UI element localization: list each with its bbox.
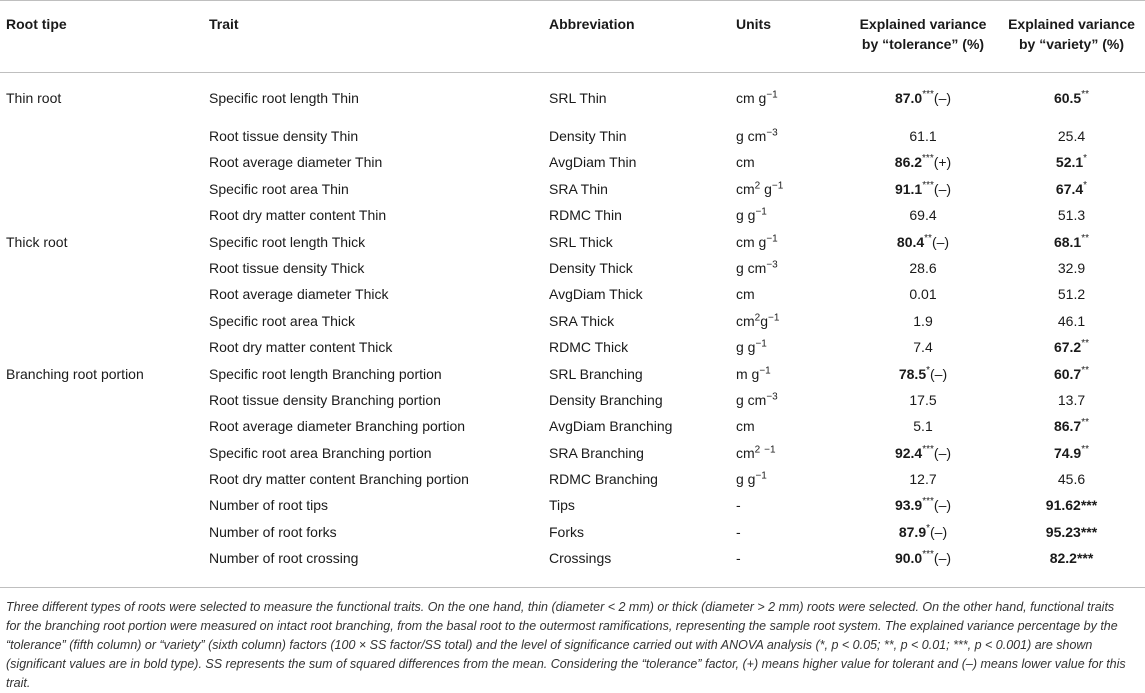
root-type-cell	[0, 123, 203, 149]
units-cell: $cm^2$ $^{-1}$	[736, 444, 776, 461]
units-cell: cm	[736, 154, 755, 171]
tolerance-cell: 93.9***(–)	[894, 496, 952, 514]
tolerance-cell: 7.4	[913, 339, 933, 356]
header-units: Units	[730, 1, 848, 73]
trait-cell: Root tissue density Thick	[209, 259, 365, 276]
variety-cell: 95.23***	[1045, 523, 1098, 540]
units-cell: -	[736, 523, 741, 540]
variety-cell: 32.9	[1057, 259, 1086, 276]
trait-cell: Number of root forks	[209, 523, 337, 540]
header-tolerance: Explained variance by “tolerance” (%)	[848, 1, 998, 73]
table-row	[0, 334, 1145, 360]
table-row	[0, 255, 1145, 281]
variety-cell: 91.62***	[1045, 497, 1098, 514]
abbreviation-cell: AvgDiam Thick	[549, 286, 643, 303]
abbreviation-cell: SRA Thin	[549, 180, 608, 197]
table-row	[0, 361, 1145, 387]
header-row	[0, 1, 1145, 73]
trait-cell: Number of root crossing	[203, 545, 543, 588]
units-cell: cm	[736, 286, 755, 303]
abbreviation-cell: SRL Branching	[549, 365, 643, 382]
tolerance-cell: 1.9	[913, 312, 933, 329]
abbreviation-cell: RDMC Thick	[549, 339, 629, 356]
variety-cell: 51.3	[1057, 207, 1086, 224]
root-type-cell	[0, 466, 203, 492]
abbreviation-cell: Density Thin	[549, 128, 627, 144]
tolerance-cell: 90.0***(–)	[848, 545, 998, 588]
variety-cell: 60.7**	[1053, 364, 1090, 382]
units-cell: g $cm^{-3}$	[736, 127, 778, 144]
abbreviation-cell: SRL Thick	[549, 233, 613, 250]
abbreviation-cell: Density Thick	[549, 259, 633, 276]
trait-cell: Specific root area Thin	[209, 180, 349, 197]
variety-cell: 68.1**	[1053, 232, 1090, 250]
table-row	[0, 176, 1145, 202]
trait-cell: Root tissue density Thin	[209, 128, 359, 144]
units-cell: -	[730, 545, 848, 588]
table-row	[0, 440, 1145, 466]
trait-cell: Root dry matter content Branching portion	[209, 471, 469, 488]
header-variety: Explained variance by “variety” (%)	[998, 1, 1145, 73]
tolerance-cell: 80.4**(–)	[896, 232, 950, 250]
trait-cell: Specific root length Branching portion	[209, 365, 442, 382]
variety-cell: 74.9**	[1053, 443, 1090, 461]
table-row	[0, 545, 1145, 588]
trait-cell: Root dry matter content Thin	[209, 207, 387, 224]
trait-cell: Number of root tips	[209, 497, 329, 514]
table-row	[0, 519, 1145, 545]
tolerance-cell: 61.1	[909, 128, 937, 144]
trait-cell: Root average diameter Thin	[209, 154, 383, 171]
tolerance-cell: 86.2***(+)	[894, 153, 952, 171]
abbreviation-cell: SRA Thick	[549, 312, 615, 329]
abbreviation-cell: Forks	[549, 523, 584, 540]
table-row	[0, 73, 1145, 124]
root-type-cell	[0, 413, 203, 439]
root-type-cell: Thick root	[6, 233, 68, 250]
abbreviation-cell: Crossings	[543, 545, 730, 588]
abbreviation-cell: Density Branching	[549, 391, 663, 408]
trait-cell: Specific root length Thick	[209, 233, 366, 250]
abbreviation-cell: RDMC Branching	[549, 471, 658, 488]
variety-cell: 52.1*	[1055, 153, 1088, 171]
root-type-cell	[0, 387, 203, 413]
trait-cell: Root average diameter Thick	[209, 286, 389, 303]
root-type-cell	[0, 149, 203, 175]
units-cell: cm	[736, 418, 755, 435]
tolerance-cell: 28.6	[909, 259, 937, 276]
units-cell: cm $g^{-1}$	[736, 89, 778, 106]
root-type-cell	[0, 519, 203, 545]
units-cell: g $cm^{-3}$	[736, 391, 778, 408]
units-cell: m $g^{-1}$	[736, 364, 771, 382]
units-cell: $cm^2$ $g^{-1}$	[736, 180, 784, 197]
table-footnote: Three different types of roots were selected to measure the functional traits. On the one hand, thin (diameter < 2 mm) or thick (diameter > 2 mm) roots were selected. On the other hand, functional traits for the branching root portion were measured on intact root branching, from the basal root to the outermost ramifications, representing the sample root system. The explained variance percentage by the “tolerance” (fifth column) or “variety” (sixth column) factors (100 × SS factor/SS total) and the level of significance carried out with ANOVA analysis (*, p < 0.05; **, p < 0.01; ***, p < 0.001) are shown (significant values are in bold type). SS represents the sum of squared differences from the mean. Considering the “tolerance” factor, (+) means higher value for tolerant and (–) means lower value for this trait.	[6, 600, 1126, 691]
tolerance-cell: 91.1***(–)	[894, 179, 952, 197]
variety-cell: 13.7	[1057, 391, 1086, 408]
table-row	[0, 413, 1145, 439]
abbreviation-cell: RDMC Thin	[549, 207, 622, 224]
abbreviation-cell: Tips	[549, 497, 575, 514]
abbreviation-cell: SRA Branching	[549, 444, 644, 461]
units-cell: g $g^{-1}$	[736, 206, 767, 224]
variety-cell: 67.4*	[1055, 179, 1088, 197]
root-type-cell	[0, 545, 203, 588]
tolerance-cell: 87.9*(–)	[898, 522, 948, 540]
table-row	[0, 149, 1145, 175]
root-type-cell	[0, 255, 203, 281]
trait-cell: Root tissue density Branching portion	[209, 391, 441, 408]
units-cell: g $g^{-1}$	[736, 338, 767, 356]
units-cell: g $cm^{-3}$	[736, 259, 778, 276]
trait-cell: Specific root length Thin	[209, 90, 359, 106]
root-type-cell	[0, 440, 203, 466]
root-type-cell: Branching root portion	[6, 365, 144, 382]
units-cell: g $g^{-1}$	[736, 470, 767, 488]
variety-cell: 51.2	[1057, 286, 1086, 303]
root-type-cell	[0, 202, 203, 228]
trait-cell: Specific root area Branching portion	[209, 444, 432, 461]
root-type-cell	[0, 334, 203, 360]
variety-cell: 25.4	[1057, 128, 1086, 144]
table-row	[0, 387, 1145, 413]
variety-cell: 67.2**	[1053, 338, 1090, 356]
root-type-cell	[0, 176, 203, 202]
variety-cell: 86.7**	[1053, 417, 1090, 435]
tolerance-cell: 5.1	[913, 418, 933, 435]
tolerance-cell: 69.4	[909, 207, 937, 224]
table-row	[0, 202, 1145, 228]
units-cell: cm $g^{-1}$	[736, 232, 778, 250]
variety-cell: 60.5**	[1053, 89, 1090, 106]
tolerance-cell: 92.4***(–)	[894, 443, 952, 461]
root-type-cell	[0, 308, 203, 334]
trait-cell: Specific root area Thick	[209, 312, 356, 329]
table-row	[0, 466, 1145, 492]
root-type-cell: Thin root	[6, 90, 62, 106]
abbreviation-cell: AvgDiam Branching	[549, 418, 673, 435]
tolerance-cell: 12.7	[909, 471, 937, 488]
tolerance-cell: 0.01	[909, 286, 937, 303]
tolerance-cell: 78.5*(–)	[898, 364, 948, 382]
root-type-cell	[0, 281, 203, 307]
root-type-cell	[0, 492, 203, 518]
abbreviation-cell: SRL Thin	[549, 90, 607, 106]
table-row	[0, 229, 1145, 255]
units-cell: -	[736, 497, 741, 514]
tolerance-cell: 17.5	[909, 391, 937, 408]
variety-cell: 45.6	[1057, 471, 1086, 488]
table-row	[0, 281, 1145, 307]
table-body	[0, 73, 1145, 588]
table-row	[0, 308, 1145, 334]
header-root-type: Root tipe	[0, 1, 203, 73]
variety-cell: 82.2***	[998, 545, 1145, 588]
header-trait: Trait	[203, 1, 543, 73]
header-abbreviation: Abbreviation	[543, 1, 730, 73]
tolerance-cell: 87.0***(–)	[894, 89, 952, 106]
trait-cell: Root average diameter Branching portion	[209, 418, 466, 435]
table-row	[0, 492, 1145, 518]
table-row	[0, 123, 1145, 149]
abbreviation-cell: AvgDiam Thin	[549, 154, 637, 171]
trait-cell: Root dry matter content Thick	[209, 339, 393, 356]
variety-cell: 46.1	[1057, 312, 1086, 329]
units-cell: $cm^2g^{-1}$	[736, 312, 780, 329]
